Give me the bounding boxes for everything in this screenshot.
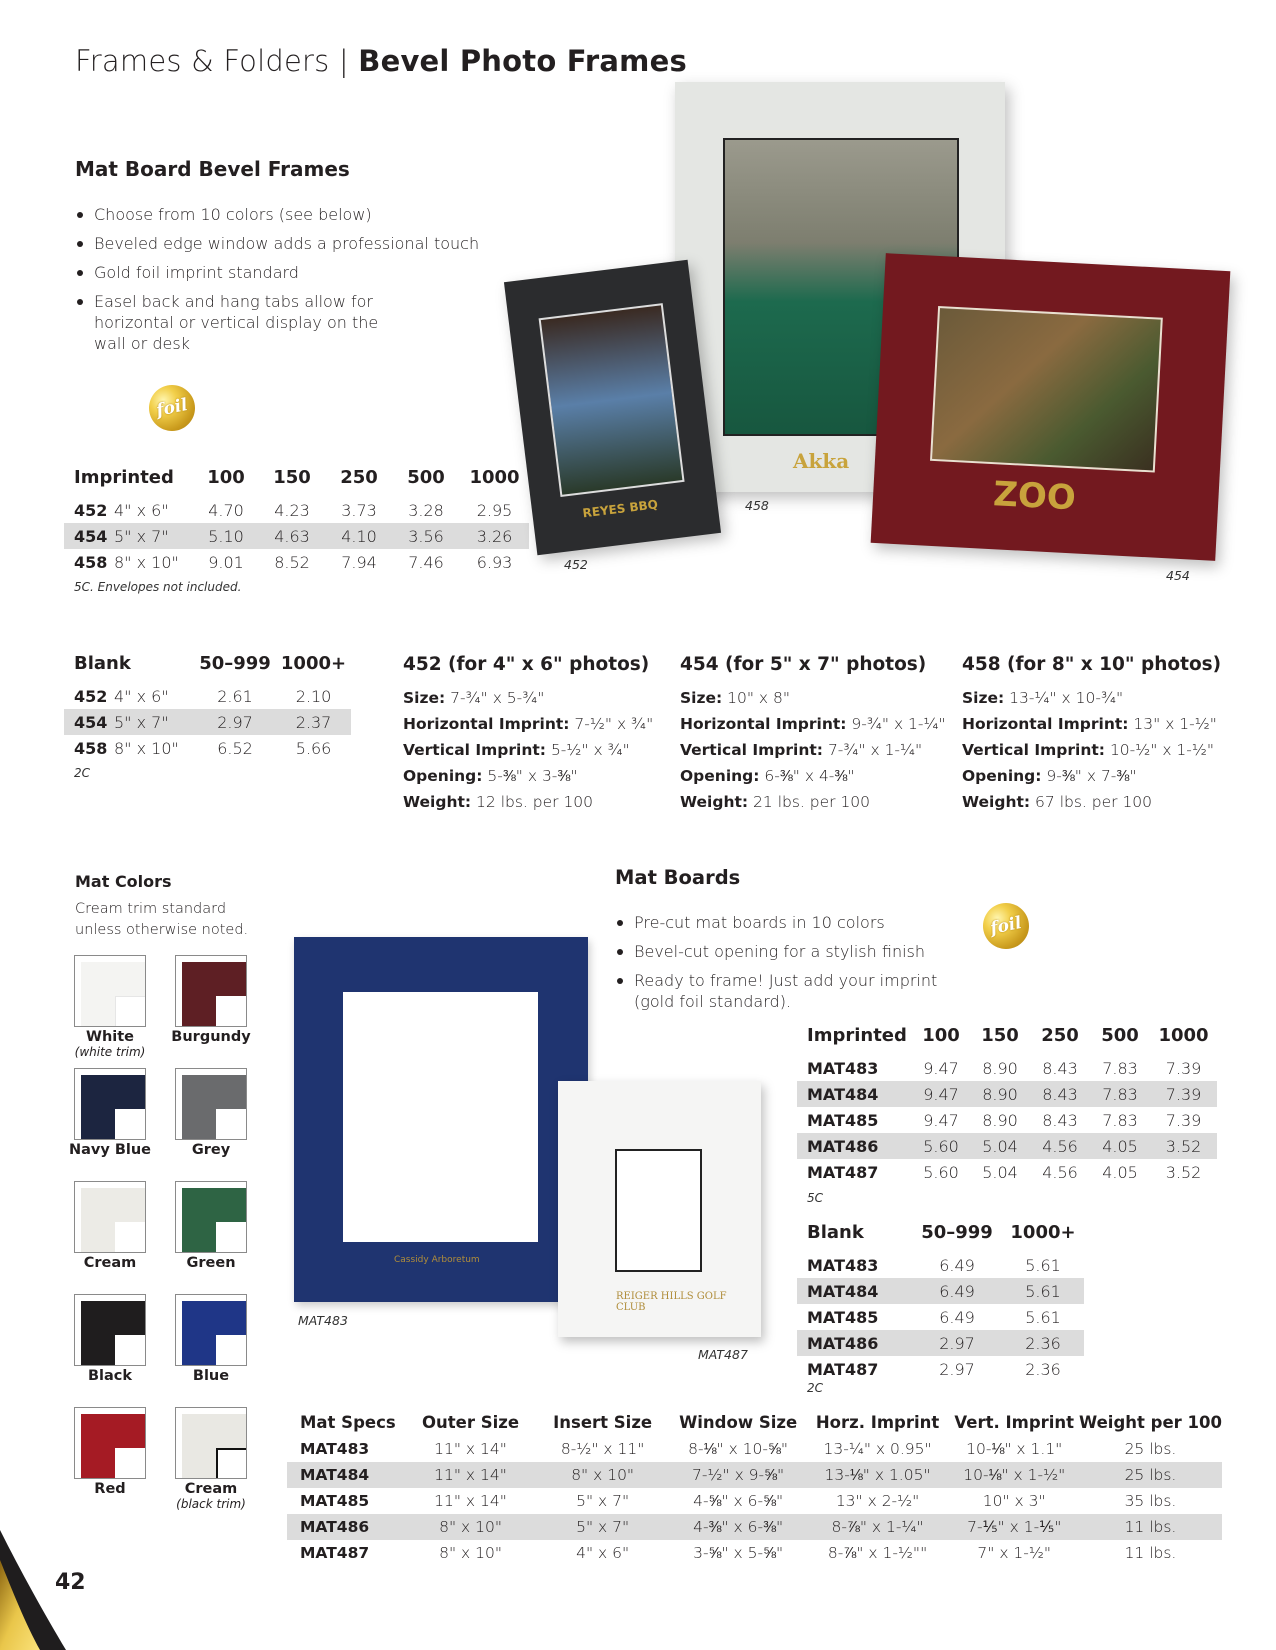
product-code: 454 (64, 709, 114, 735)
mat-board-photo-mat487 (558, 1081, 761, 1337)
feature-item: Choose from 10 colors (see below) (75, 204, 505, 225)
price-cell: 8.43 (1030, 1081, 1090, 1107)
table-row (797, 1330, 1084, 1356)
swatch-blue[interactable] (166, 1294, 256, 1384)
price-cell: 9.47 (923, 1058, 959, 1078)
price-cell: 2.36 (1002, 1330, 1084, 1356)
swatch-label: Burgundy (171, 1029, 251, 1045)
swatch-label: Cream (83, 1255, 137, 1271)
spec-cell: 11" x 14" (406, 1462, 534, 1488)
table-row (287, 1462, 1222, 1488)
price-cell: 6.49 (939, 1255, 975, 1275)
column-header: Insert Size (553, 1412, 653, 1432)
feature-item: Easel back and hang tabs allow for horizontal or vertical display on the wall or desk (75, 291, 385, 354)
imprint-logo: Akka (793, 449, 850, 473)
column-header: Window Size (679, 1412, 798, 1432)
price-cell: 2.95 (476, 500, 513, 520)
column-header: 100 (922, 1025, 960, 1046)
table-row (287, 1436, 1222, 1462)
mat-specs-table (287, 1408, 1222, 1566)
column-header: 1000+ (1010, 1222, 1076, 1243)
swatch-grey[interactable] (166, 1068, 256, 1158)
price-cell: 4.56 (1042, 1162, 1078, 1182)
product-code: 452 (74, 500, 108, 520)
price-cell: 7.39 (1165, 1058, 1202, 1078)
swatch-green[interactable] (166, 1181, 256, 1271)
table-row (64, 683, 351, 709)
spec-cell: 4-⅝" x 6-⅝" (693, 1491, 784, 1510)
spec-cell: 10-⅛" x 1-½" (950, 1462, 1079, 1488)
swatch-label: Green (186, 1255, 236, 1271)
table-row (797, 1252, 1084, 1278)
price-cell: 5.10 (194, 523, 258, 549)
price-cell: 8.90 (970, 1081, 1030, 1107)
zoo-photo (930, 306, 1163, 473)
blank-note: 2C (807, 1381, 824, 1395)
product-code: MAT484 (797, 1278, 912, 1304)
feature-item: Ready to frame! Just add your imprint (gold foil standard). (615, 970, 965, 1012)
swatch-label: Navy Blue (68, 1142, 152, 1158)
photo-caption: 452 (564, 557, 588, 572)
table-row (797, 1304, 1084, 1330)
mat-blank-price-table (797, 1222, 1084, 1382)
product-code: 458 (74, 738, 108, 758)
spec-cell: 11" x 14" (434, 1440, 507, 1458)
spec-weight: Weight: 67 lbs. per 100 (962, 793, 1153, 811)
column-header: Outer Size (421, 1412, 520, 1432)
price-cell: 3.73 (341, 500, 377, 520)
product-code: MAT485 (807, 1110, 879, 1130)
price-cell: 2.97 (939, 1359, 975, 1379)
imprint-logo: ZOO (992, 474, 1077, 519)
price-cell: 2.37 (276, 709, 351, 735)
price-cell: 4.56 (1030, 1133, 1090, 1159)
mat-board-photo-mat483 (294, 937, 588, 1302)
spec-block-458 (962, 654, 1221, 815)
spec-cell: 7-⅕" x 1-⅕" (950, 1514, 1079, 1540)
product-code: MAT483 (300, 1440, 370, 1458)
product-code: MAT487 (807, 1162, 879, 1182)
table-row (797, 1055, 1217, 1081)
price-cell: 5.04 (982, 1162, 1018, 1182)
price-cell: 7.83 (1102, 1058, 1138, 1078)
column-header: 500 (407, 467, 445, 488)
spec-cell: 13-⅛" x 1.05" (806, 1462, 950, 1488)
mat-window (343, 992, 538, 1242)
frame-photo-454 (871, 253, 1231, 561)
spec-cell: 35 lbs. (1124, 1492, 1177, 1510)
price-cell: 5.66 (295, 738, 332, 758)
price-cell: 5.61 (1025, 1307, 1061, 1327)
column-header: 1000 (469, 467, 520, 488)
product-code: MAT484 (287, 1462, 406, 1488)
spec-cell: 11 lbs. (1079, 1514, 1222, 1540)
column-header: 250 (340, 467, 378, 488)
price-cell: 9.47 (912, 1081, 970, 1107)
price-cell: 7.83 (1090, 1081, 1150, 1107)
photo-size: 8" x 10" (114, 738, 179, 758)
price-cell: 9.01 (208, 552, 244, 572)
swatch-label: Red (94, 1481, 126, 1497)
spec-cell: 8" x 10" (535, 1462, 671, 1488)
price-cell: 5.04 (970, 1133, 1030, 1159)
price-cell: 5.60 (923, 1162, 959, 1182)
table-row (797, 1081, 1217, 1107)
spec-cell: 10-⅛" x 1.1" (966, 1439, 1063, 1458)
swatch-sublabel: (white trim) (74, 1045, 146, 1059)
spec-cell: 3-⅝" x 5-⅝" (693, 1543, 784, 1562)
spec-cell: 13-¼" x 0.95" (823, 1440, 932, 1458)
table-row (797, 1278, 1084, 1304)
product-code: MAT486 (287, 1514, 406, 1540)
price-cell: 6.49 (939, 1307, 975, 1327)
swatch-burgundy[interactable] (166, 955, 256, 1045)
spec-cell: 25 lbs. (1124, 1440, 1177, 1458)
swatch-navy-blue[interactable] (65, 1068, 155, 1158)
bevel-imprinted-price-table (64, 467, 529, 575)
price-cell: 9.47 (923, 1110, 959, 1130)
photo-size: 5" x 7" (114, 709, 194, 735)
table-row (64, 709, 351, 735)
price-cell: 8.90 (982, 1058, 1018, 1078)
spec-cell: 8" x 10" (406, 1514, 534, 1540)
spec-heading: 454 (for 5" x 7" photos) (680, 654, 927, 675)
price-cell: 7.94 (341, 552, 377, 572)
price-cell: 8.52 (274, 552, 310, 572)
spec-cell: 7" x 1-½" (977, 1544, 1052, 1562)
spec-cell: 5" x 7" (576, 1492, 630, 1510)
spec-cell: 8-⅛" x 10-⅝" (688, 1439, 789, 1458)
swatch-cream[interactable] (65, 1181, 155, 1271)
price-cell: 3.56 (392, 523, 460, 549)
column-header: 100 (207, 467, 245, 488)
photo-caption: MAT483 (298, 1313, 348, 1328)
blank-note: 2C (74, 766, 91, 780)
product-code: 458 (74, 552, 108, 572)
price-cell: 4.05 (1102, 1162, 1138, 1182)
product-code: MAT484 (797, 1081, 912, 1107)
spec-cell: 7-½" x 9-⅝" (671, 1462, 806, 1488)
spec-horizontal-imprint: Horizontal Imprint: 7-½" x ¾" (403, 715, 654, 733)
product-code: MAT486 (797, 1330, 912, 1356)
product-code: MAT487 (807, 1359, 879, 1379)
spec-horizontal-imprint: Horizontal Imprint: 13" x 1-½" (962, 715, 1217, 733)
swatch-label: Cream (184, 1481, 238, 1497)
column-header: 50–999 (921, 1222, 993, 1243)
mat-colors-heading: Mat Colors (75, 872, 172, 891)
price-cell: 3.52 (1150, 1133, 1217, 1159)
photo-size: 4" x 6" (114, 686, 169, 706)
column-header: 1000+ (280, 653, 347, 674)
price-cell: 7.39 (1165, 1110, 1202, 1130)
column-header: 1000 (1158, 1025, 1209, 1046)
page-heading: Bevel Photo Frames (358, 44, 687, 78)
column-header: Blank (807, 1222, 864, 1243)
column-header: Imprinted (807, 1025, 907, 1046)
imprint-logo: REIGER HILLS GOLF CLUB (616, 1291, 727, 1313)
price-cell: 2.36 (1025, 1359, 1061, 1379)
spec-vertical-imprint: Vertical Imprint: 7-¾" x 1-¼" (680, 741, 923, 759)
table-row (64, 523, 529, 549)
photo-size: 8" x 10" (114, 552, 179, 572)
column-header: Horz. Imprint (815, 1412, 940, 1432)
spec-weight: Weight: 12 lbs. per 100 (403, 793, 594, 811)
feature-item: Gold foil imprint standard (75, 262, 505, 283)
table-row (797, 1159, 1217, 1185)
spec-weight: Weight: 21 lbs. per 100 (680, 793, 871, 811)
swatch-sublabel: (black trim) (176, 1497, 246, 1511)
spec-block-454 (680, 654, 946, 815)
product-code: MAT483 (807, 1255, 879, 1275)
price-cell: 6.49 (912, 1278, 1002, 1304)
price-cell: 2.10 (295, 686, 332, 706)
photo-size: 5" x 7" (114, 523, 194, 549)
column-header: Imprinted (74, 467, 174, 488)
spec-opening: Opening: 5-⅜" x 3-⅜" (403, 767, 578, 785)
price-cell: 4.05 (1090, 1133, 1150, 1159)
price-cell: 5.61 (1025, 1255, 1061, 1275)
price-cell: 7.39 (1150, 1081, 1217, 1107)
spec-vertical-imprint: Vertical Imprint: 5-½" x ¾" (403, 741, 630, 759)
spec-cell: 8" x 10" (439, 1544, 502, 1562)
spec-cell: 25 lbs. (1079, 1462, 1222, 1488)
price-cell: 5.60 (912, 1133, 970, 1159)
column-header: Vert. Imprint (954, 1412, 1075, 1432)
spec-heading: 452 (for 4" x 6" photos) (403, 654, 650, 675)
feature-item: Pre-cut mat boards in 10 colors (615, 912, 965, 933)
spec-cell: 8-⅞" x 1-¼" (806, 1514, 950, 1540)
product-code: MAT485 (807, 1307, 879, 1327)
spec-cell: 10" x 3" (982, 1492, 1046, 1510)
swatch-label: Black (87, 1368, 133, 1384)
bevel-blank-price-table (64, 653, 351, 761)
column-header: 250 (1041, 1025, 1079, 1046)
product-code: MAT486 (797, 1133, 912, 1159)
spec-opening: Opening: 9-⅜" x 7-⅜" (962, 767, 1137, 785)
spec-cell: 13" x 2-½" (835, 1492, 920, 1510)
table-row (287, 1488, 1222, 1514)
spec-cell: 11 lbs. (1124, 1544, 1177, 1562)
column-header: Weight per 100 (1078, 1412, 1222, 1432)
feature-item: Beveled edge window adds a professional touch (75, 233, 505, 254)
price-cell: 5.61 (1002, 1278, 1084, 1304)
price-cell: 2.97 (194, 709, 276, 735)
product-code: 452 (74, 686, 108, 706)
table-row (287, 1514, 1222, 1540)
column-header: 50–999 (199, 653, 271, 674)
price-cell: 4.10 (326, 523, 392, 549)
photo-size: 4" x 6" (114, 500, 169, 520)
spec-opening: Opening: 6-⅜" x 4-⅜" (680, 767, 855, 785)
price-cell: 6.93 (476, 552, 513, 572)
feature-item: Bevel-cut opening for a stylish finish (615, 941, 965, 962)
table-row (64, 549, 529, 575)
product-code: MAT483 (807, 1058, 879, 1078)
swatch-label: Blue (192, 1368, 230, 1384)
photo-caption: 454 (1166, 568, 1190, 583)
price-cell: 4.23 (274, 500, 310, 520)
price-cell: 2.97 (912, 1330, 1002, 1356)
price-cell: 8.90 (982, 1110, 1018, 1130)
table-row (64, 735, 351, 761)
column-header: Mat Specs (300, 1412, 396, 1432)
mat-boards-heading: Mat Boards (615, 866, 741, 889)
column-header: 150 (981, 1025, 1019, 1046)
table-row (287, 1540, 1222, 1566)
swatch-cream-black-trim[interactable] (166, 1407, 256, 1511)
spec-size: Size: 13-¼" x 10-¾" (962, 689, 1124, 707)
bevel-frames-features (75, 204, 505, 362)
mat-imprinted-price-table (797, 1025, 1217, 1185)
price-cell: 8.43 (1042, 1058, 1078, 1078)
product-code: MAT485 (300, 1492, 370, 1510)
swatch-label: White (85, 1029, 135, 1045)
table-row (797, 1107, 1217, 1133)
price-cell: 7.83 (1102, 1110, 1138, 1130)
imprinted-note: 5C (807, 1191, 824, 1205)
mat-window (615, 1149, 702, 1272)
price-cell: 2.61 (217, 686, 253, 706)
imprint-logo: REYES BBQ (581, 497, 659, 521)
foil-badge-icon: foil (145, 381, 200, 436)
table-row (797, 1356, 1084, 1382)
spec-block-452 (403, 654, 653, 815)
price-cell: 7.46 (408, 552, 444, 572)
foil-badge-icon: foil (979, 899, 1034, 954)
spec-heading: 458 (for 8" x 10" photos) (962, 654, 1222, 675)
swatch-red[interactable] (65, 1407, 155, 1497)
spec-cell: 11" x 14" (434, 1492, 507, 1510)
swatch-label: Grey (191, 1142, 231, 1158)
spec-cell: 4" x 6" (576, 1544, 630, 1562)
column-header: 150 (273, 467, 311, 488)
column-header: Blank (74, 653, 131, 674)
photo-caption: 458 (745, 498, 769, 513)
spec-cell: 5" x 7" (535, 1514, 671, 1540)
product-code: MAT487 (300, 1544, 370, 1562)
price-cell: 3.26 (460, 523, 529, 549)
price-cell: 3.28 (408, 500, 444, 520)
table-row (64, 497, 529, 523)
swatch-black[interactable] (65, 1294, 155, 1384)
product-code: 454 (64, 523, 114, 549)
swatch-white[interactable] (65, 955, 155, 1059)
column-header: 500 (1101, 1025, 1139, 1046)
imprint-logo: Cassidy Arboretum (394, 1255, 480, 1265)
spec-size: Size: 10" x 8" (680, 689, 791, 707)
bevel-frames-heading: Mat Board Bevel Frames (75, 157, 350, 181)
spec-size: Size: 7-¾" x 5-¾" (403, 689, 545, 707)
photo-caption: MAT487 (698, 1347, 748, 1362)
imprinted-note: 5C. Envelopes not included. (74, 580, 242, 594)
spec-cell: 8-½" x 11" (560, 1440, 645, 1458)
spec-cell: 8-⅞" x 1-½"" (827, 1543, 928, 1562)
price-cell: 8.43 (1042, 1110, 1078, 1130)
price-cell: 3.52 (1165, 1162, 1202, 1182)
section-label: Frames & Folders | (75, 44, 349, 78)
price-cell: 4.63 (258, 523, 326, 549)
price-cell: 6.52 (217, 738, 253, 758)
spec-vertical-imprint: Vertical Imprint: 10-½" x 1-½" (962, 741, 1215, 759)
mat-boards-features (615, 912, 965, 1020)
page-title (75, 44, 687, 78)
table-row (797, 1133, 1217, 1159)
frame-photo-452 (504, 260, 721, 555)
couple-photo (539, 303, 685, 497)
page-number: 42 (55, 1570, 86, 1595)
spec-horizontal-imprint: Horizontal Imprint: 9-¾" x 1-¼" (680, 715, 946, 733)
spec-cell: 4-⅜" x 6-⅜" (671, 1514, 806, 1540)
mat-colors-subtitle: Cream trim standard unless otherwise noted. (75, 901, 249, 938)
price-cell: 4.70 (208, 500, 244, 520)
